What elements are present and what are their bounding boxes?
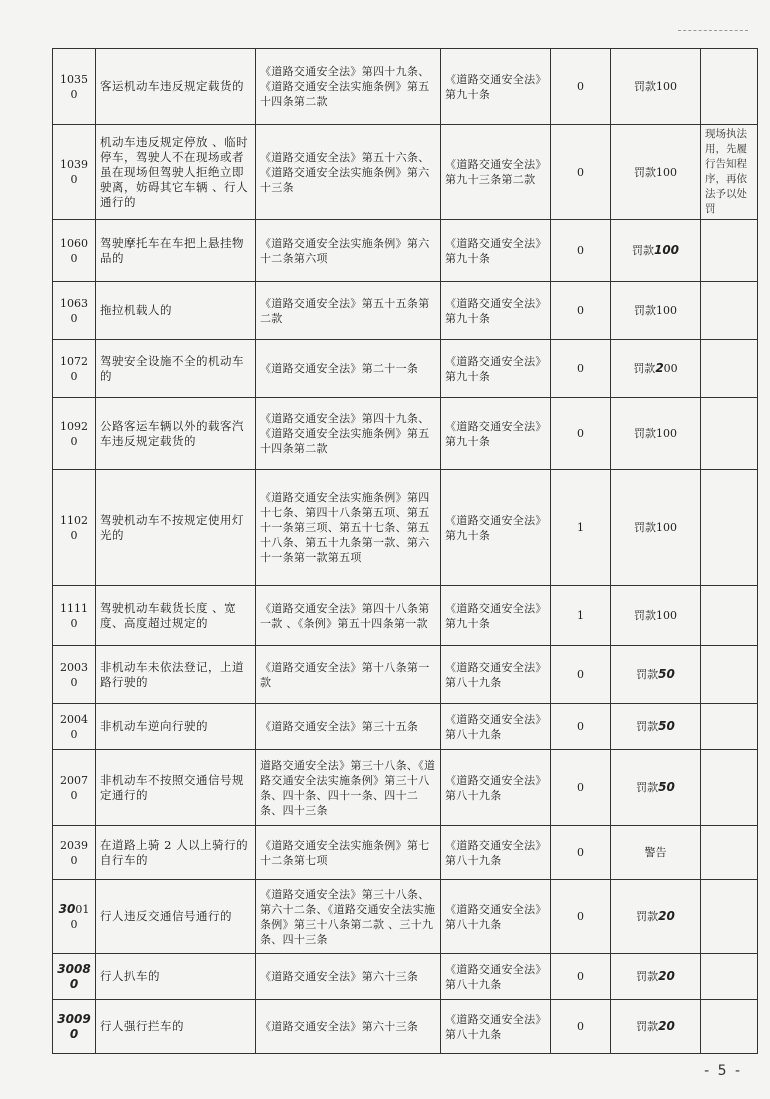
legal-basis-cell — [256, 398, 441, 470]
violation-desc-cell — [96, 750, 256, 826]
penalty-basis: 《道路交通安全法》第九十三条第二款 — [445, 158, 542, 186]
penalty-amount: 罚款100 — [634, 80, 677, 93]
legal-basis: 《道路交通安全法》第三十五条 — [260, 720, 419, 733]
penalty-amount-prefix: 罚款 — [636, 720, 659, 733]
penalty-basis-cell — [441, 398, 551, 470]
note-cell — [701, 880, 758, 954]
points-value: 0 — [577, 80, 584, 93]
violation-code-handwritten: 30080 — [57, 961, 91, 991]
violation-description: 非机动车不按照交通信号规定通行的 — [100, 772, 244, 802]
violation-code-cell — [53, 49, 96, 125]
penalty-amount: 罚款100 — [634, 609, 677, 622]
table-body — [53, 49, 758, 1054]
table-row — [53, 1000, 758, 1054]
penalty-amount-prefix: 罚款 — [636, 970, 659, 983]
violation-code: 10720 — [60, 354, 88, 383]
table-row — [53, 282, 758, 340]
legal-basis-cell — [256, 340, 441, 398]
violation-code: 10630 — [60, 296, 88, 325]
note-text: 现场执法用，先履行告知程序，再依法予以处罚 — [705, 128, 747, 215]
violation-description: 客运机动车违反规定载货的 — [100, 79, 244, 93]
penalty-amount-cell — [611, 49, 701, 125]
legal-basis-cell — [256, 220, 441, 282]
penalty-amount-cell — [611, 826, 701, 880]
legal-basis: 《道路交通安全法》第四十九条、《道路交通安全法实施条例》第五十四条第二款 — [260, 412, 430, 455]
table-row — [53, 220, 758, 282]
penalty-amount-cell — [611, 880, 701, 954]
violation-code-cell — [53, 826, 96, 880]
penalty-amount-cell — [611, 470, 701, 586]
penalty-basis: 《道路交通安全法》第八十九条 — [445, 1012, 542, 1041]
table-row — [53, 470, 758, 586]
table-row — [53, 704, 758, 750]
violation-code: 20390 — [60, 838, 88, 867]
legal-basis: 道路交通安全法》第三十八条、《道路交通安全法实施条例》第三十八条、四十条、四十一条、四十二条、四十三条 — [260, 758, 436, 817]
penalty-basis: 《道路交通安全法》第八十九条 — [445, 902, 542, 931]
points-cell — [551, 125, 611, 220]
violation-code-cell — [53, 646, 96, 704]
top-right-mark — [678, 30, 748, 33]
violation-code: 11110 — [60, 601, 88, 630]
penalty-basis-cell — [441, 125, 551, 220]
points-cell — [551, 220, 611, 282]
violation-description: 驾驶机动车不按规定使用灯光的 — [100, 512, 244, 542]
legal-basis-cell — [256, 125, 441, 220]
points-cell — [551, 1000, 611, 1054]
violation-code-cell — [53, 954, 96, 1000]
penalty-amount: 罚款100 — [634, 521, 677, 534]
legal-basis: 《道路交通安全法》第四十八条第一款 、《条例》第五十四条第一款 — [260, 601, 430, 630]
penalty-basis: 《道路交通安全法》第九十条 — [445, 419, 542, 448]
violation-desc-cell — [96, 398, 256, 470]
violation-code: 20030 — [60, 660, 88, 689]
violation-desc-cell — [96, 1000, 256, 1054]
points-cell — [551, 470, 611, 586]
violation-desc-cell — [96, 282, 256, 340]
points-value: 0 — [577, 427, 584, 440]
penalty-basis-cell — [441, 750, 551, 826]
points-value: 0 — [577, 244, 584, 257]
penalty-basis-cell — [441, 954, 551, 1000]
penalty-basis: 《道路交通安全法》第九十条 — [445, 236, 542, 265]
penalty-basis-cell — [441, 220, 551, 282]
penalty-basis: 《道路交通安全法》第八十九条 — [445, 962, 542, 991]
penalty-basis: 《道路交通安全法》第九十条 — [445, 296, 542, 325]
legal-basis: 《道路交通安全法》第四十九条、《道路交通安全法实施条例》第五十四条第二款 — [260, 65, 430, 108]
points-value: 0 — [577, 781, 584, 794]
penalty-basis: 《道路交通安全法》第九十条 — [445, 513, 542, 542]
penalty-basis-cell — [441, 282, 551, 340]
penalty-basis: 《道路交通安全法》第八十九条 — [445, 838, 542, 867]
penalty-amount-cell — [611, 220, 701, 282]
penalty-amount-cell — [611, 1000, 701, 1054]
penalty-amount-handwritten: 2 — [655, 361, 664, 375]
violation-code: 10350 — [60, 72, 88, 101]
points-value: 0 — [577, 362, 584, 375]
legal-basis: 《道路交通安全法》第五十五条第二款 — [260, 296, 430, 325]
penalty-basis: 《道路交通安全法》第八十九条 — [445, 712, 542, 741]
violation-description: 驾驶机动车载货长度 、宽度、高度超过规定的 — [100, 600, 237, 630]
violation-desc-cell — [96, 125, 256, 220]
points-value: 0 — [577, 1020, 584, 1033]
table-row — [53, 750, 758, 826]
legal-basis: 《道路交通安全法》第六十三条 — [260, 1020, 419, 1033]
violation-desc-cell — [96, 954, 256, 1000]
table-row — [53, 954, 758, 1000]
table-row — [53, 646, 758, 704]
penalty-amount-handwritten: 50 — [658, 780, 675, 794]
note-cell — [701, 826, 758, 880]
penalty-amount-cell — [611, 646, 701, 704]
points-value: 0 — [577, 668, 584, 681]
penalty-amount-cell — [611, 954, 701, 1000]
table-row — [53, 586, 758, 646]
legal-basis: 《道路交通安全法》第三十八条、第六十二条、《道路交通安全法实施条例》第三十八条第二款 、三十九条、四十三条 — [260, 887, 436, 946]
points-cell — [551, 49, 611, 125]
violation-desc-cell — [96, 49, 256, 125]
legal-basis: 《道路交通安全法》第六十三条 — [260, 970, 419, 983]
violation-desc-cell — [96, 880, 256, 954]
penalty-amount: 警告 — [644, 846, 667, 859]
legal-basis-cell — [256, 704, 441, 750]
penalty-amount-handwritten: 50 — [658, 667, 675, 681]
violation-code: 10390 — [60, 158, 88, 186]
penalty-amount-handwritten: 100 — [653, 243, 680, 257]
violation-desc-cell — [96, 220, 256, 282]
violation-description: 在道路上骑 2 人以上骑行的自行车的 — [100, 837, 249, 867]
violation-code-handwritten: 30090 — [57, 1011, 91, 1041]
points-value: 0 — [577, 910, 584, 923]
violation-desc-cell — [96, 826, 256, 880]
penalty-basis-cell — [441, 49, 551, 125]
violation-code-cell — [53, 340, 96, 398]
penalty-amount: 罚款100 — [634, 165, 677, 179]
violation-description: 行人违反交通信号通行的 — [100, 909, 232, 923]
legal-basis: 《道路交通安全法》第十八条第一款 — [260, 660, 430, 689]
violation-code-cell — [53, 1000, 96, 1054]
legal-basis-cell — [256, 646, 441, 704]
legal-basis: 《道路交通安全法》第五十六条、《道路交通安全法实施条例》第六十三条 — [260, 150, 430, 194]
violation-code-cell — [53, 880, 96, 954]
legal-basis-cell — [256, 750, 441, 826]
penalty-basis: 《道路交通安全法》第九十条 — [445, 72, 542, 101]
violation-description: 行人扒车的 — [100, 969, 160, 983]
violation-code-cell — [53, 125, 96, 220]
penalty-basis-cell — [441, 826, 551, 880]
table-row — [53, 880, 758, 954]
points-cell — [551, 282, 611, 340]
violation-description: 拖拉机载人的 — [100, 303, 172, 317]
points-value: 0 — [577, 304, 584, 317]
legal-basis-cell — [256, 1000, 441, 1054]
violation-description: 驾驶摩托车在车把上悬挂物品的 — [100, 235, 244, 265]
points-value: 1 — [577, 609, 584, 622]
table-row — [53, 49, 758, 125]
table-row — [53, 826, 758, 880]
note-cell — [701, 470, 758, 586]
penalty-basis-cell — [441, 646, 551, 704]
penalty-amount-handwritten: 20 — [658, 969, 675, 983]
violation-code: 20040 — [60, 712, 88, 741]
penalty-basis: 《道路交通安全法》第八十九条 — [445, 773, 542, 802]
violation-code-cell — [53, 750, 96, 826]
violation-code-cell — [53, 282, 96, 340]
penalty-amount-cell — [611, 398, 701, 470]
violation-desc-cell — [96, 470, 256, 586]
note-cell — [701, 398, 758, 470]
penalty-amount-prefix: 罚款 — [636, 668, 659, 681]
note-cell — [701, 704, 758, 750]
violation-code: 010 — [70, 902, 90, 931]
legal-basis-cell — [256, 49, 441, 125]
legal-basis: 《道路交通安全法》第二十一条 — [260, 362, 419, 375]
violation-description: 行人强行拦车的 — [100, 1019, 184, 1033]
penalty-amount-prefix: 罚款 — [631, 244, 654, 257]
violation-code: 10920 — [60, 419, 88, 448]
points-cell — [551, 398, 611, 470]
points-cell — [551, 826, 611, 880]
table-row — [53, 125, 758, 220]
violation-description: 驾驶安全设施不全的机动车的 — [100, 353, 244, 383]
legal-basis-cell — [256, 954, 441, 1000]
violation-description: 机动车违反规定停放 、临时停车，驾驶人不在现场或者虽在现场但驾驶人拒绝立即驶离，妨碍其它车辆 、行人通行的 — [100, 134, 249, 209]
penalty-amount-cell — [611, 586, 701, 646]
points-cell — [551, 340, 611, 398]
penalty-amount-prefix: 罚款 — [633, 362, 656, 375]
violation-code-cell — [53, 398, 96, 470]
violation-code-cell — [53, 220, 96, 282]
violation-code: 20070 — [60, 773, 88, 802]
legal-basis-cell — [256, 586, 441, 646]
points-cell — [551, 954, 611, 1000]
points-cell — [551, 646, 611, 704]
legal-basis-cell — [256, 880, 441, 954]
note-cell — [701, 1000, 758, 1054]
note-cell — [701, 646, 758, 704]
points-value: 0 — [577, 846, 584, 859]
violation-description: 公路客运车辆以外的载客汽车违反规定载货的 — [100, 418, 244, 448]
violation-code-cell — [53, 470, 96, 586]
legal-basis-cell — [256, 470, 441, 586]
violation-desc-cell — [96, 586, 256, 646]
legal-basis: 《道路交通安全法实施条例》第七十二条第七项 — [260, 838, 430, 867]
penalty-amount-handwritten: 50 — [658, 719, 675, 733]
penalty-amount: 罚款100 — [634, 304, 677, 317]
penalty-amount-prefix: 罚款 — [636, 910, 659, 923]
page-number: - 5 - — [704, 1063, 742, 1079]
penalty-amount-prefix: 罚款 — [636, 781, 659, 794]
violation-code-cell — [53, 704, 96, 750]
violation-desc-cell — [96, 704, 256, 750]
points-value: 1 — [577, 521, 584, 534]
penalty-amount: 罚款100 — [634, 427, 677, 440]
penalty-basis: 《道路交通安全法》第八十九条 — [445, 660, 542, 689]
note-cell — [701, 125, 758, 220]
penalty-amount-cell — [611, 750, 701, 826]
note-cell — [701, 750, 758, 826]
penalty-basis-cell — [441, 586, 551, 646]
penalty-basis-cell — [441, 340, 551, 398]
note-cell — [701, 282, 758, 340]
points-value: 0 — [577, 970, 584, 983]
points-cell — [551, 880, 611, 954]
penalty-amount-handwritten: 20 — [658, 909, 675, 923]
penalty-basis: 《道路交通安全法》第九十条 — [445, 354, 542, 383]
violation-code-cell — [53, 586, 96, 646]
violation-desc-cell — [96, 340, 256, 398]
violation-description: 非机动车逆向行驶的 — [100, 719, 208, 733]
note-cell — [701, 954, 758, 1000]
penalty-amount-prefix: 罚款 — [636, 1020, 659, 1033]
penalty-amount-suffix: 00 — [663, 362, 678, 375]
legal-basis: 《道路交通安全法实施条例》第四十七条、第四十八条第五项、第五十一条第三项、第五十七条、第五十八条、第五十九条第一款、第六十一条第一款第五项 — [260, 491, 430, 564]
points-cell — [551, 750, 611, 826]
penalty-basis-cell — [441, 704, 551, 750]
note-cell — [701, 340, 758, 398]
table-row — [53, 398, 758, 470]
violation-code-handwritten: 30 — [58, 901, 76, 916]
violation-table — [52, 48, 758, 1054]
penalty-amount-cell — [611, 704, 701, 750]
penalty-amount-cell — [611, 125, 701, 220]
note-cell — [701, 220, 758, 282]
penalty-amount-handwritten: 20 — [658, 1019, 675, 1033]
violation-desc-cell — [96, 646, 256, 704]
penalty-amount-cell — [611, 340, 701, 398]
points-cell — [551, 704, 611, 750]
legal-basis-cell — [256, 282, 441, 340]
penalty-basis-cell — [441, 880, 551, 954]
violation-code: 11020 — [60, 513, 88, 542]
points-cell — [551, 586, 611, 646]
legal-basis: 《道路交通安全法实施条例》第六十二条第六项 — [260, 236, 430, 265]
violation-description: 非机动车未依法登记，上道路行驶的 — [100, 659, 244, 689]
points-value: 0 — [577, 720, 584, 733]
legal-basis-cell — [256, 826, 441, 880]
penalty-basis: 《道路交通安全法》第九十条 — [445, 601, 542, 630]
note-cell — [701, 49, 758, 125]
note-cell — [701, 586, 758, 646]
points-value: 0 — [577, 165, 584, 179]
table-row — [53, 340, 758, 398]
penalty-basis-cell — [441, 470, 551, 586]
penalty-amount-cell — [611, 282, 701, 340]
violation-code: 10600 — [60, 236, 88, 265]
penalty-basis-cell — [441, 1000, 551, 1054]
